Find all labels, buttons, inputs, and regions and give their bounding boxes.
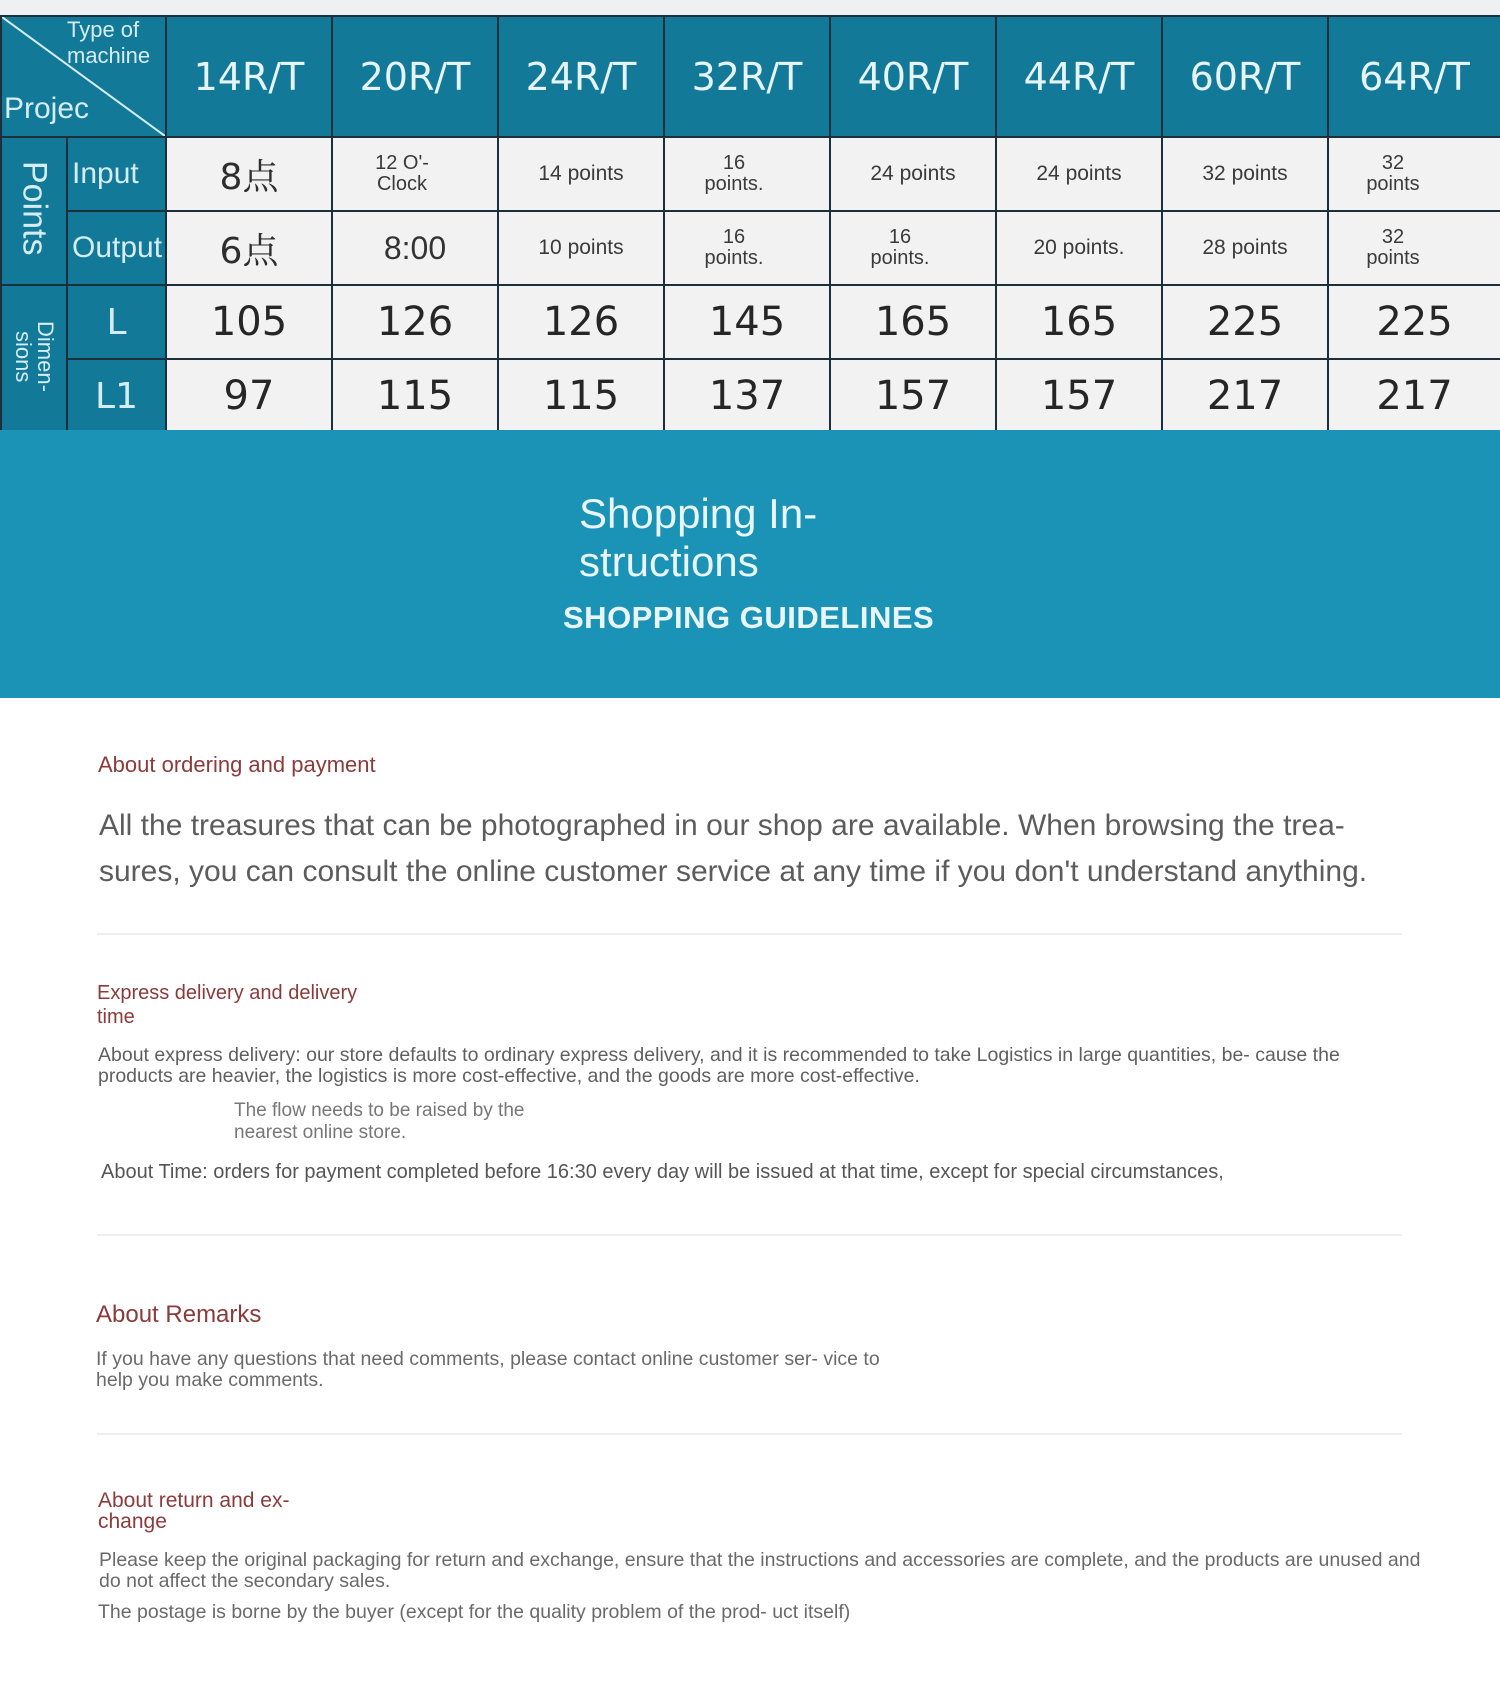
table-cell bbox=[830, 211, 996, 285]
table-cell: 115 bbox=[498, 359, 664, 433]
table-cell: 157 bbox=[830, 359, 996, 433]
table-cell: 225 bbox=[1328, 285, 1500, 359]
corner-bottom-label: Projec bbox=[4, 92, 90, 125]
row-label-l: L bbox=[67, 285, 166, 359]
section-title-delivery: Express delivery and delivery time bbox=[97, 982, 358, 1028]
delivery-text-3: About Time: orders for payment completed before 16:30 every day will be issued at that time, except for special circumstances, bbox=[101, 1161, 1224, 1183]
divider bbox=[97, 933, 1402, 935]
table-cell-text: 16 points. bbox=[704, 226, 764, 269]
table-cell: 165 bbox=[830, 285, 996, 359]
table-cell-text: 12 O'- Clock bbox=[375, 152, 429, 195]
divider bbox=[97, 1433, 1402, 1435]
top-strip bbox=[0, 0, 1500, 15]
table-row-input bbox=[1, 137, 1500, 211]
banner-title: Shopping In- structions bbox=[579, 490, 818, 585]
model-header: 60R/T bbox=[1162, 16, 1328, 137]
table-cell bbox=[332, 137, 498, 211]
table-cell: 145 bbox=[664, 285, 830, 359]
table-cell bbox=[1328, 137, 1500, 211]
corner-top-label: Type of machine bbox=[67, 17, 151, 68]
table-cell-text: 16 points. bbox=[870, 226, 930, 269]
table-cell: 20 points. bbox=[996, 211, 1162, 285]
delivery-text-1: About express delivery: our store defaults to ordinary express delivery, and it is recommended to take Logistics in large quantities, be- cause the products are heavier, the logistics is more cost-effective, and the goods are more cost-effective. bbox=[98, 1044, 1340, 1087]
table-cell: 6点 bbox=[166, 211, 332, 285]
table-cell bbox=[1328, 211, 1500, 285]
table-cell: 217 bbox=[1162, 359, 1328, 433]
section-title-returns: About return and ex- change bbox=[98, 1489, 290, 1533]
table-cell bbox=[664, 137, 830, 211]
table-cell: 157 bbox=[996, 359, 1162, 433]
table-cell: 8点 bbox=[166, 137, 332, 211]
table-cell: 32 points bbox=[1162, 137, 1328, 211]
table-cell: 165 bbox=[996, 285, 1162, 359]
returns-text-1: Please keep the original packaging for return and exchange, ensure that the instructions and accessories are complete, and the products are unused and do not affect the secondary sales. bbox=[99, 1549, 1421, 1592]
row-label-l1: L1 bbox=[67, 359, 166, 433]
remarks-text: If you have any questions that need comments, please contact online customer ser- vice to help you make comments. bbox=[96, 1348, 880, 1391]
table-cell-text: 16 points. bbox=[704, 152, 764, 195]
table-header-row bbox=[1, 16, 1500, 137]
returns-text-2: The postage is borne by the buyer (except for the quality problem of the prod- uct itself) bbox=[98, 1601, 851, 1623]
group-dimensions-label: Dimen- sions bbox=[11, 321, 58, 392]
section-title-ordering: About ordering and payment bbox=[98, 752, 376, 777]
table-cell: 10 points bbox=[498, 211, 664, 285]
section-title-remarks: About Remarks bbox=[96, 1301, 262, 1328]
table-cell-text: 32 points bbox=[1366, 152, 1420, 195]
group-points-label: Points bbox=[15, 161, 54, 256]
table-corner-cell bbox=[1, 16, 166, 137]
model-header: 24R/T bbox=[498, 16, 664, 137]
table-cell: 97 bbox=[166, 359, 332, 433]
banner-subtitle: SHOPPING GUIDELINES bbox=[563, 600, 935, 635]
table-cell: 28 points bbox=[1162, 211, 1328, 285]
ordering-text: All the treasures that can be photographed in our shop are available. When browsing the trea- sures, you can consult the online customer service at any time if you don't understand anything. bbox=[99, 809, 1368, 888]
table-cell: 126 bbox=[332, 285, 498, 359]
divider bbox=[97, 1234, 1402, 1236]
model-header: 20R/T bbox=[332, 16, 498, 137]
table-cell: 14 points bbox=[498, 137, 664, 211]
delivery-text-2: The flow needs to be raised by the nearest online store. bbox=[234, 1100, 525, 1143]
group-dimensions bbox=[1, 285, 67, 433]
table-cell: 126 bbox=[498, 285, 664, 359]
table-cell: 105 bbox=[166, 285, 332, 359]
table-row-l bbox=[1, 285, 1500, 359]
model-header: 64R/T bbox=[1328, 16, 1500, 137]
table-cell-text: 32 points bbox=[1366, 226, 1420, 269]
table-row-output bbox=[1, 211, 1500, 285]
row-label-input: Input bbox=[67, 137, 166, 211]
spec-table bbox=[0, 15, 1500, 434]
model-header: 40R/T bbox=[830, 16, 996, 137]
table-row-l1 bbox=[1, 359, 1500, 433]
model-header: 44R/T bbox=[996, 16, 1162, 137]
table-cell: 24 points bbox=[996, 137, 1162, 211]
model-header: 32R/T bbox=[664, 16, 830, 137]
table-cell: 24 points bbox=[830, 137, 996, 211]
table-cell: 137 bbox=[664, 359, 830, 433]
table-cell: 225 bbox=[1162, 285, 1328, 359]
row-label-output: Output bbox=[67, 211, 166, 285]
table-cell: 8:00 bbox=[332, 211, 498, 285]
group-points bbox=[1, 137, 67, 285]
model-header: 14R/T bbox=[166, 16, 332, 137]
table-cell bbox=[664, 211, 830, 285]
table-cell: 115 bbox=[332, 359, 498, 433]
table-cell: 217 bbox=[1328, 359, 1500, 433]
